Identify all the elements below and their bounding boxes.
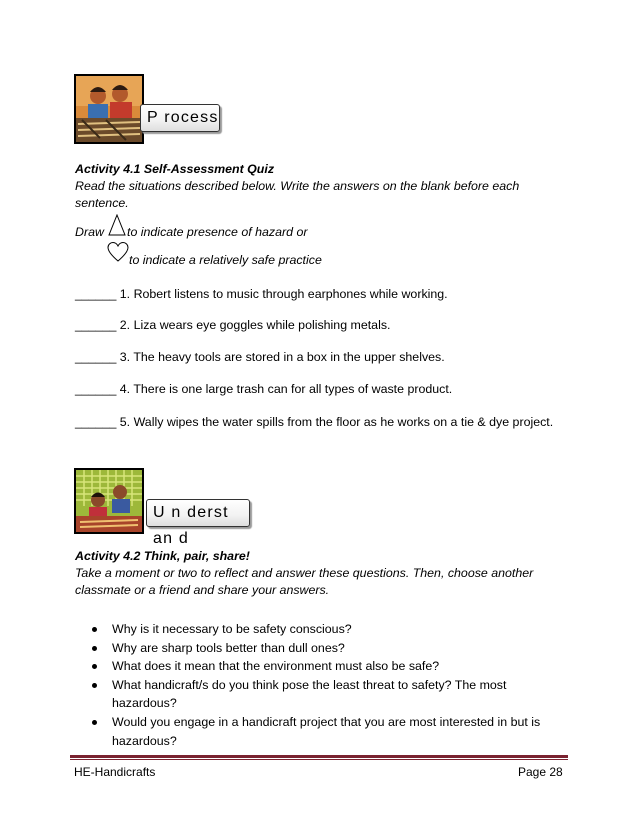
reflection-questions <box>112 620 582 750</box>
triangle-icon <box>108 214 126 236</box>
understand-picture <box>74 468 144 534</box>
footer-course-name: HE-Handicrafts <box>74 765 156 779</box>
heart-icon <box>107 241 129 263</box>
activity-4-2-title: Activity 4.2 Think, pair, share! <box>75 549 250 563</box>
question-item-4: What handicraft/s do you think pose the least threat to safety? The most hazardous? <box>112 676 522 713</box>
footer-divider-thin <box>70 759 568 760</box>
activity-4-1-instruction-line-1: Read the situations described below. Write the answers on the blank before each <box>75 179 520 193</box>
hazard-legend-text: to indicate presence of hazard or <box>127 225 308 239</box>
question-item-5: Would you engage in a handicraft project that you are most interested in but is hazardous? <box>112 713 557 750</box>
activity-4-2-instruction-line-1: Take a moment or two to reflect and answer these questions. Then, choose another <box>75 566 534 580</box>
quiz-item-2: ______ 2. Liza wears eye goggles while polishing metals. <box>75 318 391 332</box>
question-item-3: What does it mean that the environment must also be safe? <box>112 657 582 676</box>
question-item-2: Why are sharp tools better than dull ones? <box>112 639 582 658</box>
draw-word: Draw <box>75 225 104 239</box>
safe-legend-text: to indicate a relatively safe practice <box>129 253 322 267</box>
footer-page-number: Page 28 <box>518 765 563 779</box>
process-label: P rocess <box>140 104 220 132</box>
understand-label: U n derst an d <box>146 499 250 527</box>
activity-4-1-title: Activity 4.1 Self-Assessment Quiz <box>75 162 275 176</box>
quiz-item-1: ______ 1. Robert listens to music through earphones while working. <box>75 287 448 301</box>
quiz-item-5: ______ 5. Wally wipes the water spills from the floor as he works on a tie & dye project. <box>75 415 554 429</box>
activity-4-2-instruction-line-2: classmate or a friend and share your answers. <box>75 583 330 597</box>
quiz-item-4: ______ 4. There is one large trash can for all types of waste product. <box>75 382 453 396</box>
quiz-item-3: ______ 3. The heavy tools are stored in a box in the upper shelves. <box>75 350 445 364</box>
question-item-1: Why is it necessary to be safety conscious? <box>112 620 582 639</box>
process-picture <box>74 74 144 144</box>
activity-4-1-instruction-line-2: sentence. <box>75 196 129 210</box>
footer-divider <box>70 755 568 758</box>
